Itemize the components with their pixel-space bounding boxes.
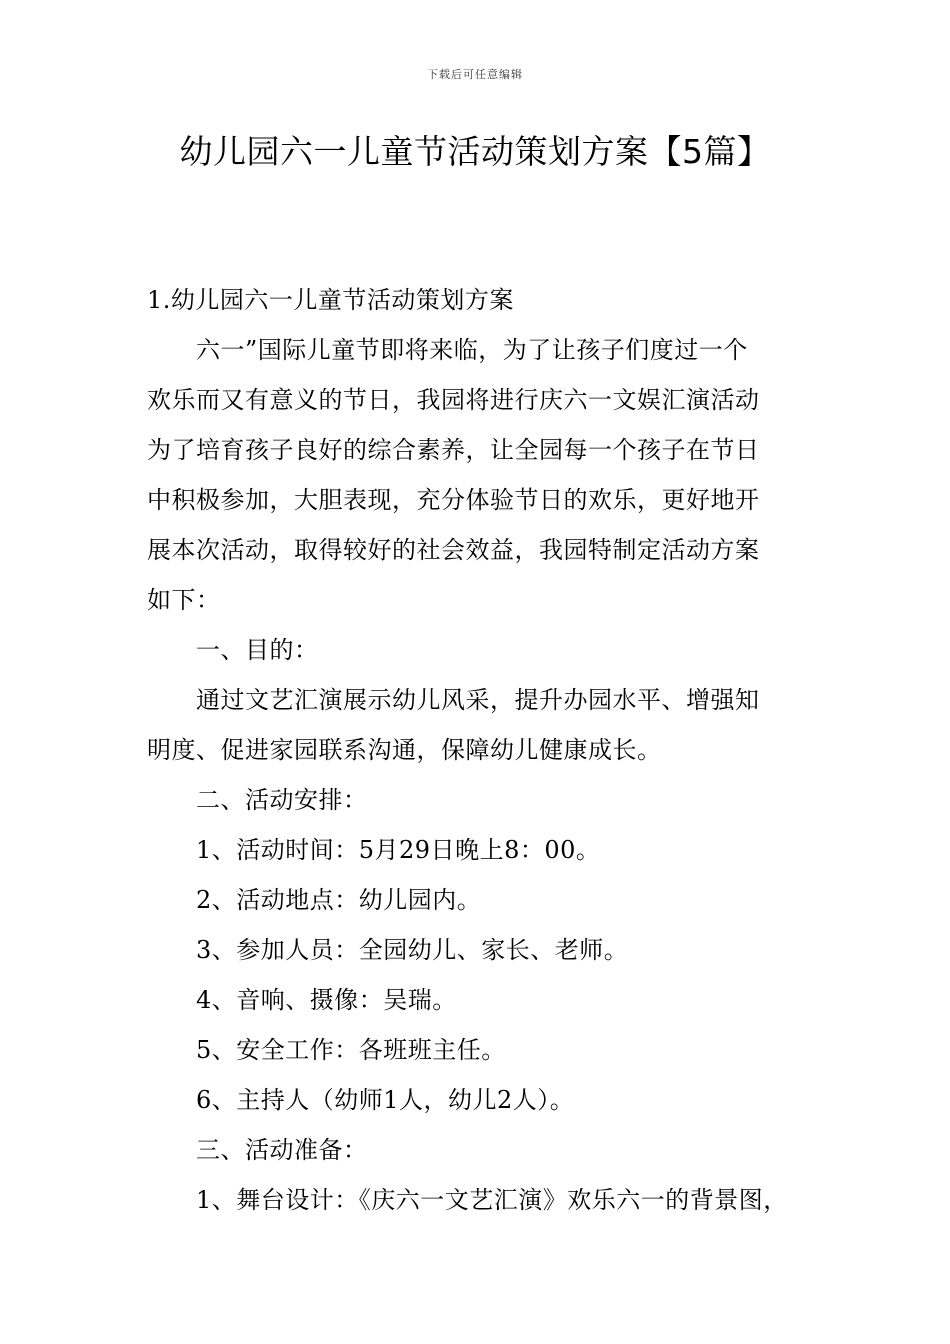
- body-line: 六一”国际儿童节即将来临，为了让孩子们度过一个: [196, 336, 748, 364]
- body-line: 一、目的：: [196, 636, 319, 664]
- body-line: 为了培育孩子良好的综合素养，让全园每一个孩子在节日: [147, 436, 760, 464]
- body-line: 欢乐而又有意义的节日，我园将进行庆六一文娱汇演活动: [147, 386, 760, 414]
- body-line: 1、舞台设计：《庆六一文艺汇演》欢乐六一的背景图，: [196, 1186, 788, 1214]
- body-line: 明度、促进家园联系沟通，保障幼儿健康成长。: [147, 736, 662, 764]
- body-line: 如下：: [147, 586, 221, 614]
- body-line: 5、安全工作：各班班主任。: [196, 1036, 506, 1064]
- body-line: 三、活动准备：: [196, 1136, 368, 1164]
- body-line: 二、活动安排：: [196, 786, 368, 814]
- body-line: 中积极参加，大胆表现，充分体验节日的欢乐，更好地开: [147, 486, 760, 514]
- body-line: 4、音响、摄像：吴瑞。: [196, 986, 457, 1014]
- body-line: 通过文艺汇演展示幼儿风采，提升办园水平、增强知: [196, 686, 760, 714]
- body-line: 1.幼儿园六一儿童节活动策划方案: [147, 286, 514, 314]
- body-line: 1、活动时间：5月29日晚上8：00。: [196, 836, 601, 864]
- header-note: 下载后可任意编辑: [427, 68, 523, 81]
- document-title: 幼儿园六一儿童节活动策划方案【5篇】: [179, 132, 771, 171]
- body-line: 3、参加人员：全园幼儿、家长、老师。: [196, 936, 629, 964]
- body-line: 展本次活动，取得较好的社会效益，我园特制定活动方案: [147, 536, 760, 564]
- body-text: [147, 278, 812, 1228]
- body-line: 6、主持人（幼师1人，幼儿2人）。: [196, 1086, 575, 1114]
- body-line: 2、活动地点：幼儿园内。: [196, 886, 482, 914]
